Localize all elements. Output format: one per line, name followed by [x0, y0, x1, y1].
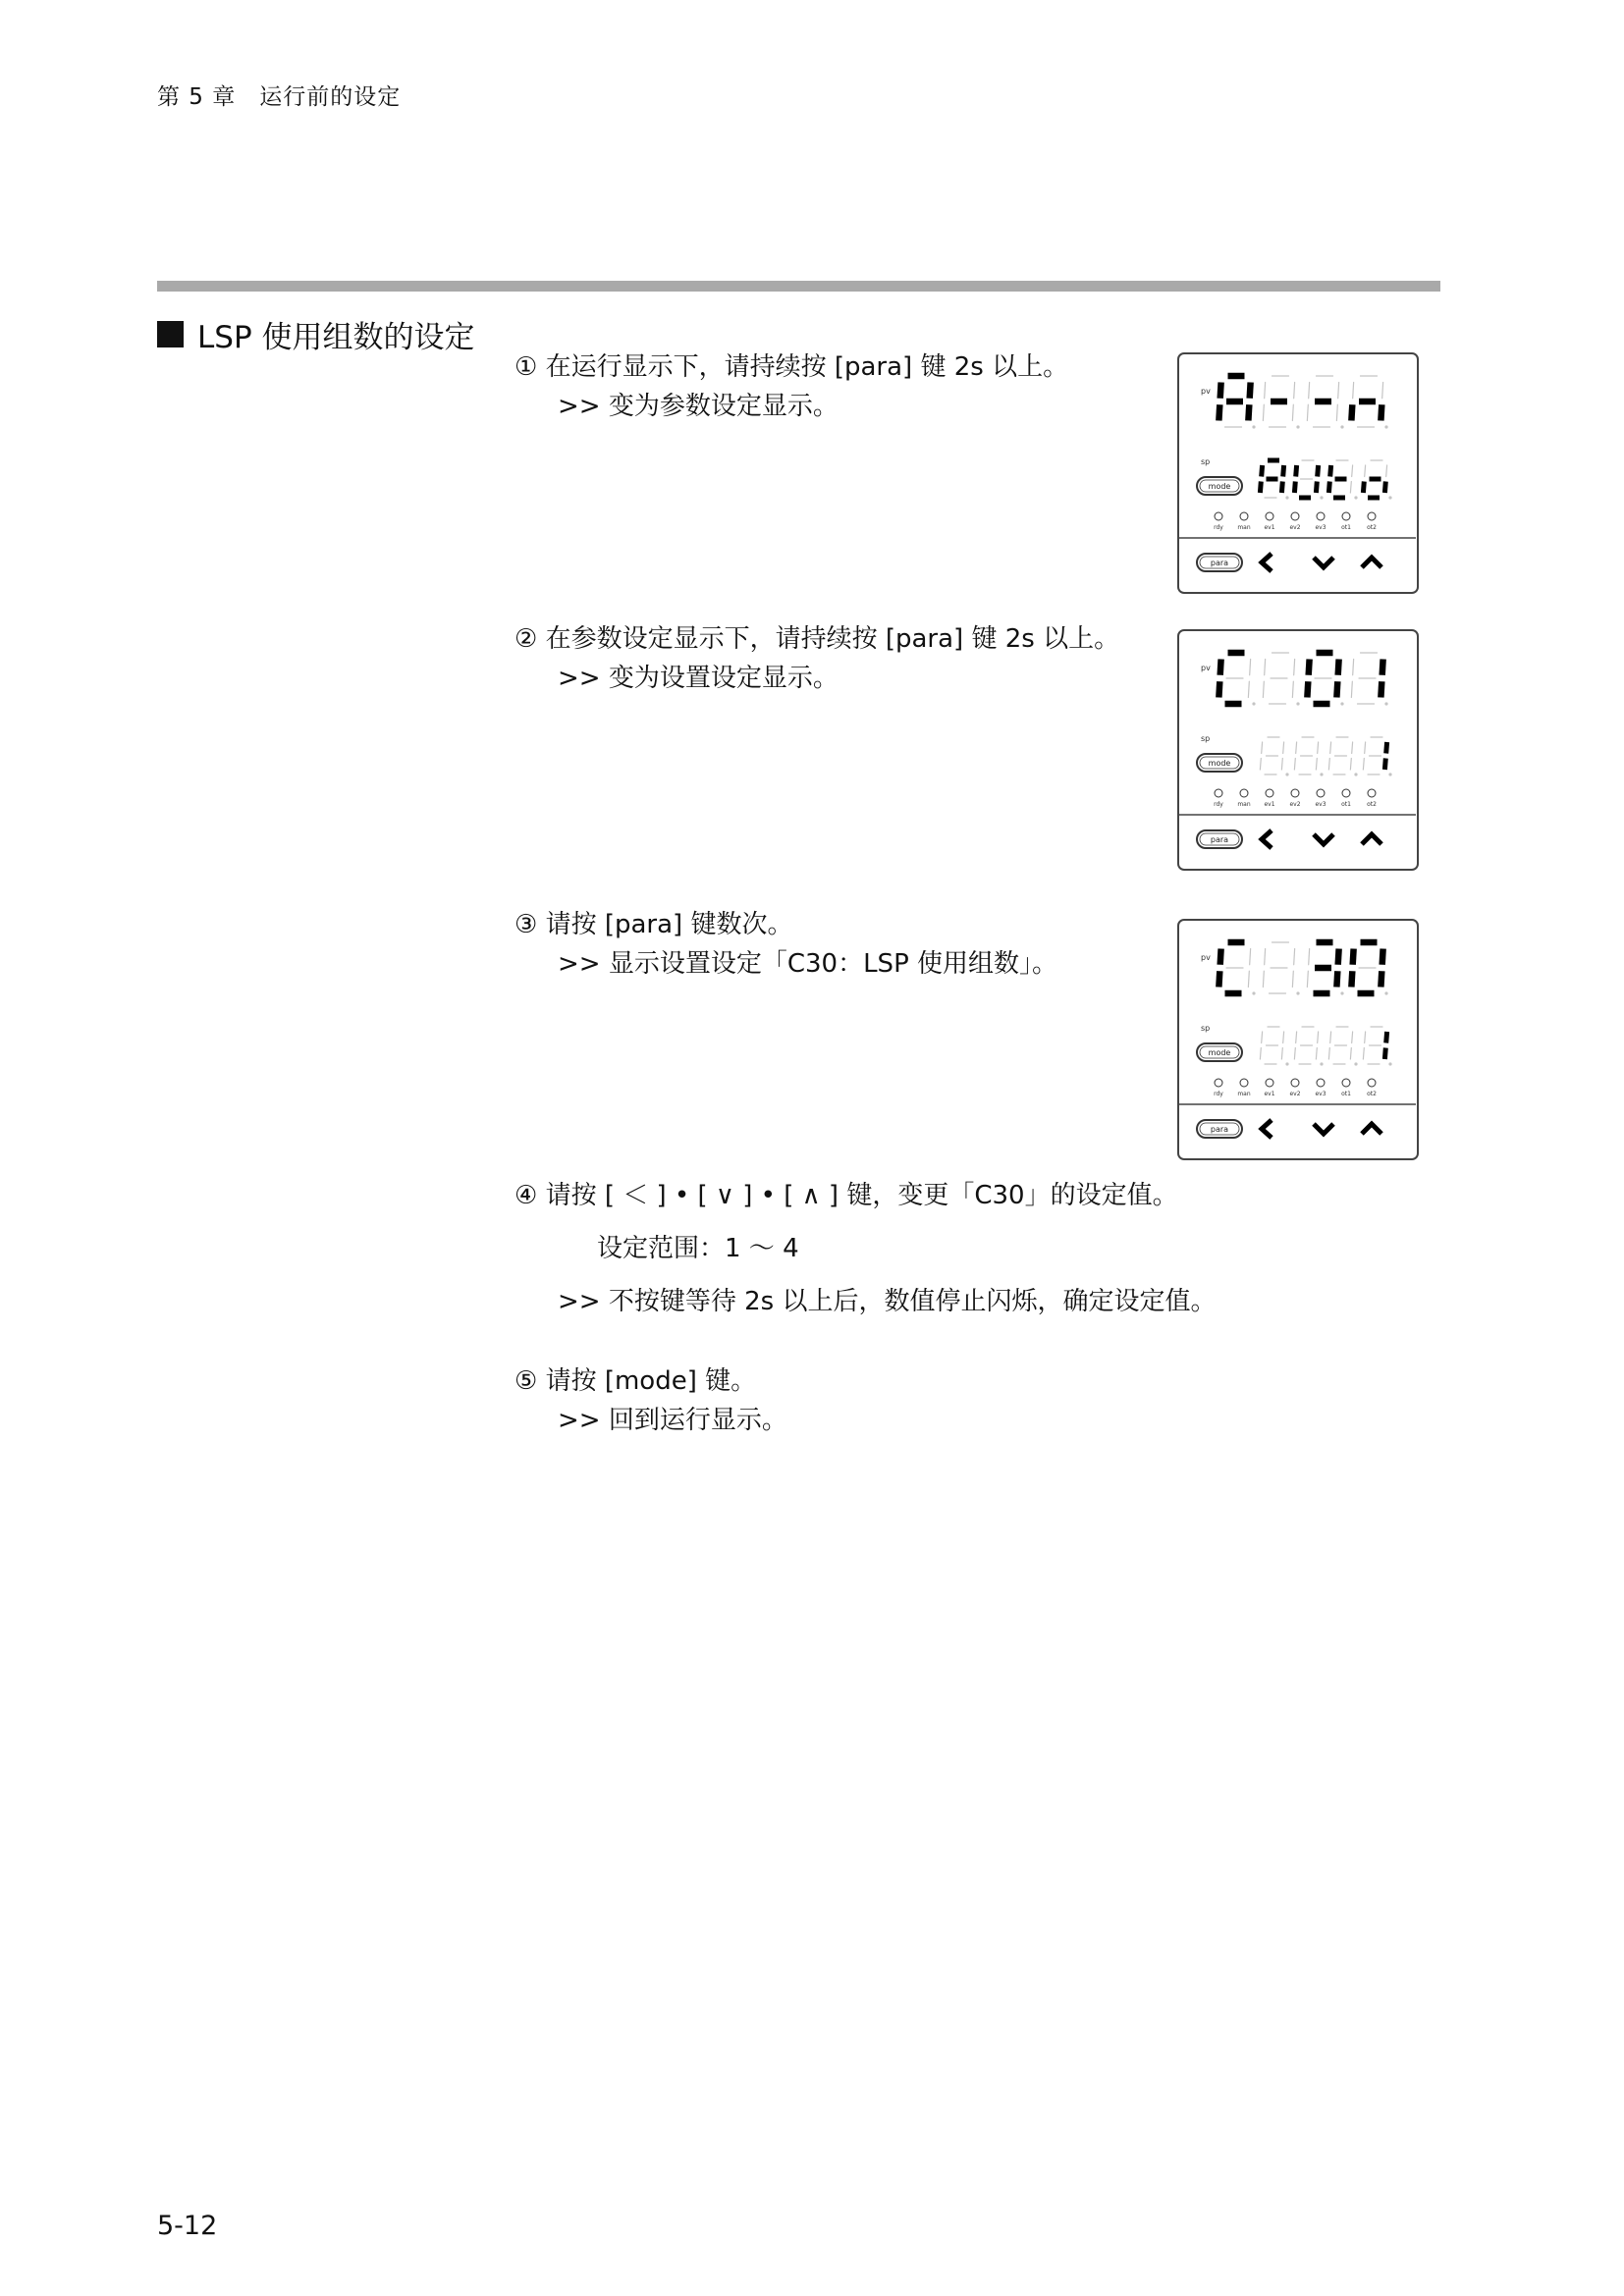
section-divider	[157, 281, 1440, 292]
sp-seven-segment-display	[1260, 737, 1391, 776]
step-2-text: ② 在参数设定显示下，请持续按 [para] 键 2s 以上。	[514, 624, 1120, 654]
chapter-header: 第 5 章 运行前的设定	[157, 84, 402, 110]
indicator-label-ev3: ev3	[1315, 801, 1326, 808]
indicator-led-ev1	[1266, 789, 1273, 797]
step-5-text: ⑤ 请按 [mode] 键。	[514, 1366, 757, 1396]
down-arrow-key-icon	[1314, 834, 1333, 844]
indicator-label-ot2: ot2	[1367, 524, 1377, 531]
sp-label: sp	[1201, 734, 1211, 743]
step-3	[514, 905, 1057, 984]
indicator-label-ev2: ev2	[1289, 524, 1301, 531]
indicator-label-man: man	[1237, 801, 1251, 808]
pv-seven-segment-display	[1218, 376, 1387, 429]
indicator-led-man	[1240, 512, 1248, 520]
indicator-label-rdy: rdy	[1214, 801, 1223, 808]
indicator-led-ev1	[1266, 1079, 1273, 1087]
mode-key-label: mode	[1208, 482, 1231, 491]
indicator-led-ev2	[1291, 789, 1299, 797]
indicator-label-ev2: ev2	[1289, 1091, 1301, 1097]
step-4-result: >> 不按键等待 2s 以上后，数值停止闪烁，确定设定值。	[558, 1287, 1217, 1316]
page-number: 5-12	[157, 2211, 218, 2241]
indicator-led-ot1	[1342, 1079, 1350, 1087]
indicator-label-ot2: ot2	[1367, 1091, 1377, 1097]
step-3-result: >> 显示设置设定「C30：LSP 使用组数」。	[558, 949, 1058, 979]
indicator-led-ev3	[1317, 789, 1325, 797]
sp-label: sp	[1201, 1024, 1211, 1033]
indicator-label-ot1: ot1	[1341, 1091, 1351, 1097]
indicator-led-ot1	[1342, 789, 1350, 797]
indicator-label-ev1: ev1	[1264, 524, 1275, 531]
indicator-label-rdy: rdy	[1214, 1091, 1223, 1097]
indicator-led-rdy	[1215, 1079, 1222, 1087]
para-key-label: para	[1210, 1125, 1229, 1134]
indicator-led-man	[1240, 789, 1248, 797]
step-5	[514, 1362, 787, 1440]
pv-label: pv	[1201, 664, 1211, 672]
sp-seven-segment-display	[1260, 460, 1391, 500]
pv-label: pv	[1201, 953, 1211, 962]
left-arrow-key-icon	[1262, 554, 1272, 571]
down-arrow-key-icon	[1314, 558, 1333, 567]
indicator-led-ev2	[1291, 1079, 1299, 1087]
step-4-range: 设定范围：1 ～ 4	[597, 1234, 799, 1263]
indicator-led-man	[1240, 1079, 1248, 1087]
indicator-label-ev1: ev1	[1264, 1091, 1275, 1097]
step-1	[514, 347, 1068, 426]
step-5-result: >> 回到运行显示。	[558, 1406, 787, 1435]
step-3-text: ③ 请按 [para] 键数次。	[514, 910, 793, 939]
para-key-label: para	[1210, 835, 1229, 844]
indicator-led-ot1	[1342, 512, 1350, 520]
step-4-text: ④ 请按 [ ＜ ] • [ ∨ ] • [ ∧ ] 键，变更「C30」的设定值。	[514, 1181, 1178, 1210]
controller-display-2	[1177, 629, 1419, 871]
indicator-label-ot1: ot1	[1341, 801, 1351, 808]
indicator-label-ot2: ot2	[1367, 801, 1377, 808]
mode-key-label: mode	[1208, 1048, 1231, 1057]
indicator-led-rdy	[1215, 789, 1222, 797]
controller-display-1	[1177, 352, 1419, 594]
indicator-label-man: man	[1237, 524, 1251, 531]
step-2-result: >> 变为设置设定显示。	[558, 664, 839, 693]
section-title: LSP 使用组数的设定	[197, 320, 475, 355]
indicator-led-ot2	[1368, 512, 1376, 520]
mode-key-label: mode	[1208, 759, 1231, 768]
up-arrow-key-icon	[1362, 1124, 1381, 1134]
step-4	[514, 1176, 1216, 1321]
step-1-result: >> 变为参数设定显示。	[558, 392, 839, 421]
sp-label: sp	[1201, 457, 1211, 466]
indicator-led-ev2	[1291, 512, 1299, 520]
pv-seven-segment-display	[1218, 942, 1387, 995]
step-2	[514, 619, 1119, 698]
indicator-label-man: man	[1237, 1091, 1251, 1097]
up-arrow-key-icon	[1362, 834, 1381, 844]
indicator-label-rdy: rdy	[1214, 524, 1223, 531]
indicator-led-ot2	[1368, 1079, 1376, 1087]
controller-display-3	[1177, 919, 1419, 1160]
left-arrow-key-icon	[1262, 830, 1272, 848]
step-1-text: ① 在运行显示下，请持续按 [para] 键 2s 以上。	[514, 352, 1069, 382]
indicator-led-ev3	[1317, 1079, 1325, 1087]
indicator-led-ev1	[1266, 512, 1273, 520]
up-arrow-key-icon	[1362, 558, 1381, 567]
para-key-label: para	[1210, 559, 1229, 567]
left-arrow-key-icon	[1262, 1120, 1272, 1138]
section-heading	[157, 312, 475, 356]
indicator-led-rdy	[1215, 512, 1222, 520]
indicator-led-ot2	[1368, 789, 1376, 797]
down-arrow-key-icon	[1314, 1124, 1333, 1134]
sp-seven-segment-display	[1260, 1027, 1391, 1066]
indicator-label-ev2: ev2	[1289, 801, 1301, 808]
indicator-label-ev3: ev3	[1315, 524, 1326, 531]
square-bullet-icon	[157, 321, 184, 347]
indicator-label-ev1: ev1	[1264, 801, 1275, 808]
indicator-label-ot1: ot1	[1341, 524, 1351, 531]
pv-seven-segment-display	[1218, 653, 1387, 706]
indicator-label-ev3: ev3	[1315, 1091, 1326, 1097]
pv-label: pv	[1201, 387, 1211, 396]
indicator-led-ev3	[1317, 512, 1325, 520]
